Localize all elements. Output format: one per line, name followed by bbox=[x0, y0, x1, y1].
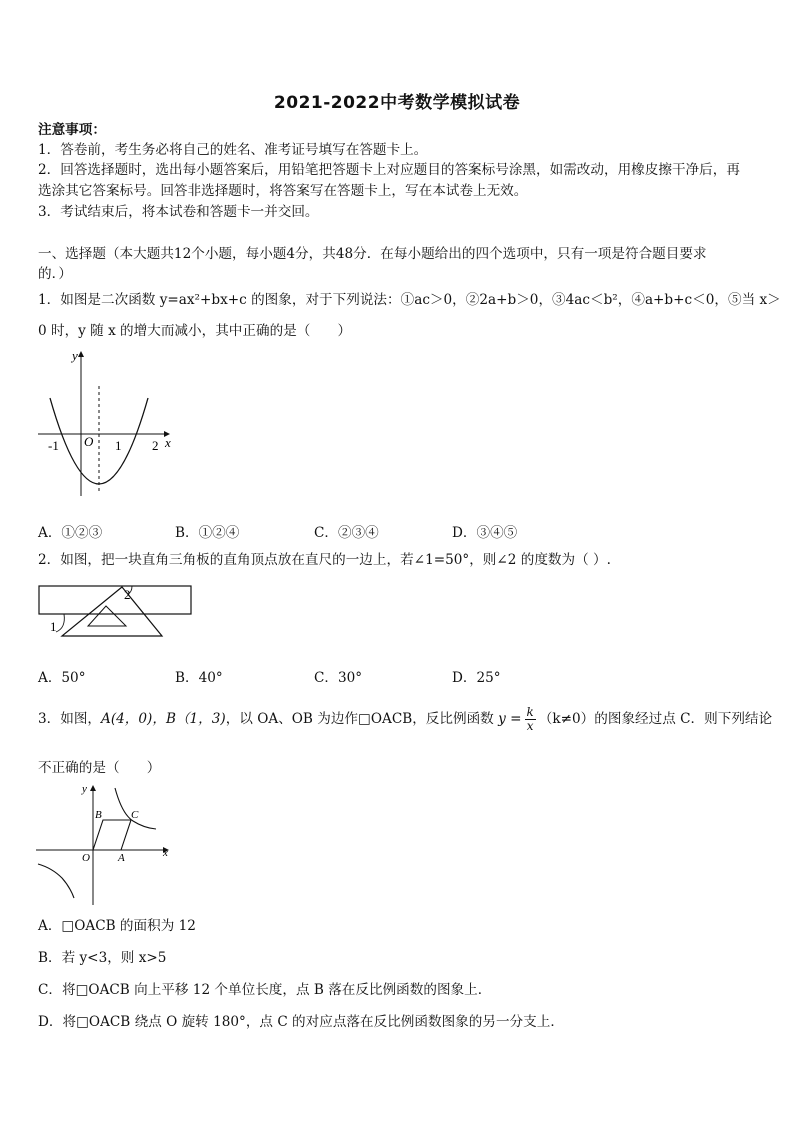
q2-ruler-triangle-figure bbox=[36, 582, 196, 652]
q3-origin-label: O bbox=[82, 852, 90, 864]
notice-heading: 注意事项： bbox=[38, 122, 106, 138]
q3-hyperbola-branch-2 bbox=[38, 864, 74, 898]
q1-tick-1: 1 bbox=[115, 438, 122, 453]
q2-option-b[interactable]: B．40° bbox=[175, 670, 223, 686]
q3-label-a: A bbox=[118, 852, 125, 864]
q1-stem: 1．如图是二次函数 y=ax²+bx+c 的图象，对于下列说法：①ac＞0，②2a+b＞0，③4ac＜b²，④a+b+c＜0，⑤当 x＞ bbox=[38, 292, 781, 308]
q3-option-b[interactable]: B．若 y<3，则 x>5 bbox=[38, 950, 167, 966]
q2-angle2-label: 2 bbox=[124, 587, 131, 602]
q3-y-equals: y = bbox=[498, 711, 522, 727]
q3-option-a[interactable]: A．□OACB 的面积为 12 bbox=[38, 918, 196, 934]
q2-triangle-inner bbox=[88, 606, 126, 626]
q1-origin-label: O bbox=[84, 434, 94, 449]
q3-stem-cont: 不正确的是（ ） bbox=[38, 760, 161, 776]
q3-y-arrow-icon bbox=[90, 785, 96, 791]
q3-fraction bbox=[525, 706, 536, 733]
q2-angle1-label: 1 bbox=[50, 619, 57, 634]
q3-label-c: C bbox=[131, 809, 139, 821]
notice-item-2-cont: 选涂其它答案标号。回答非选择题时，将答案写在答题卡上，写在本试卷上无效。 bbox=[38, 183, 528, 199]
q1-tick-neg1: -1 bbox=[48, 438, 59, 453]
q3-x-label: x bbox=[163, 847, 168, 859]
notice-item-3: 3．考试结束后，将本试卷和答题卡一并交回。 bbox=[38, 204, 319, 220]
q2-option-d[interactable]: D．25° bbox=[452, 670, 501, 686]
q3-stem bbox=[38, 702, 772, 736]
section-header-cont: 的．） bbox=[38, 266, 72, 282]
q3-parallelogram-graph bbox=[36, 780, 176, 908]
q2-angle1-arc bbox=[56, 614, 64, 632]
notice-item-2: 2．回答选择题时，选出每小题答案后，用铅笔把答题卡上对应题目的答案标号涂黑，如需改动，用橡皮擦干净后，再 bbox=[38, 162, 740, 178]
q3-y-label: y bbox=[82, 783, 87, 795]
q1-x-label: x bbox=[165, 435, 171, 450]
q1-option-a[interactable]: A．①②③ bbox=[38, 525, 103, 541]
page-title: 2021-2022中考数学模拟试卷 bbox=[273, 93, 521, 113]
q1-y-label: y bbox=[72, 348, 78, 363]
q3-frac-num: k bbox=[526, 705, 534, 719]
q2-stem: 2．如图，把一块直角三角板的直角顶点放在直尺的一边上，若∠1=50°，则∠2 的度数为（ ）. bbox=[38, 552, 611, 568]
q1-stem-cont: 0 时，y 随 x 的增大而减小，其中正确的是（ ） bbox=[38, 323, 352, 339]
q1-option-b[interactable]: B．①②④ bbox=[175, 525, 240, 541]
q2-option-a[interactable]: A．50° bbox=[38, 670, 86, 686]
q1-option-d[interactable]: D．③④⑤ bbox=[452, 525, 518, 541]
q3-parallelogram bbox=[93, 820, 131, 850]
q3-option-c[interactable]: C．将□OACB 向上平移 12 个单位长度，点 B 落在反比例函数的图象上． bbox=[38, 982, 492, 998]
q1-parabola-graph bbox=[38, 346, 178, 501]
q3-points: A(4，0)，B（1，3) bbox=[101, 711, 226, 727]
q1-y-arrow-icon bbox=[78, 351, 84, 357]
q3-option-d[interactable]: D．将□OACB 绕点 O 旋转 180°，点 C 的对应点落在反比例函数图象的另一分支上． bbox=[38, 1014, 564, 1030]
section-header: 一、选择题（本大题共12个小题，每小题4分，共48分．在每小题给出的四个选项中，只有一项是符合题目要求 bbox=[38, 246, 707, 262]
q3-condition: （k≠0）的图象经过点 C．则下列结论 bbox=[538, 711, 773, 727]
q3-middle: ，以 OA、OB 为边作□OACB，反比例函数 bbox=[225, 711, 494, 727]
q3-prefix: 3．如图， bbox=[38, 711, 102, 727]
q1-option-c[interactable]: C．②③④ bbox=[314, 525, 379, 541]
q3-label-b: B bbox=[95, 809, 102, 821]
q1-tick-2: 2 bbox=[152, 438, 159, 453]
notice-item-1: 1．答卷前，考生务必将自己的姓名、准考证号填写在答题卡上。 bbox=[38, 142, 428, 158]
q3-frac-den: x bbox=[526, 719, 534, 733]
q2-option-c[interactable]: C．30° bbox=[314, 670, 363, 686]
q2-ruler bbox=[39, 586, 191, 614]
